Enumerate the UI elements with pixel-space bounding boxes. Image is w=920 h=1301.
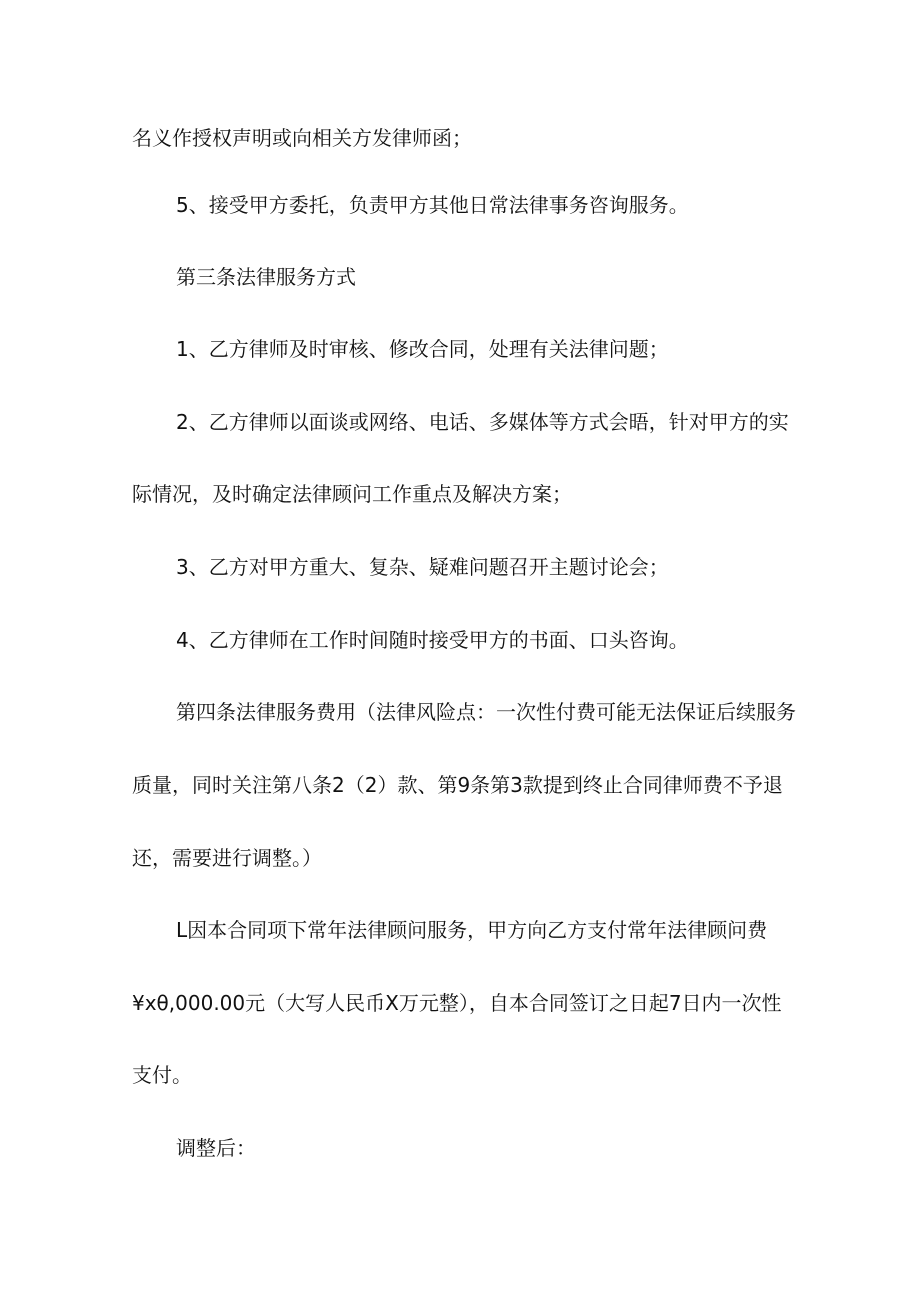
paragraph-line: ¥xθ,000.00元（大写人民币X万元整），自本合同签订之日起7日内一次性 — [132, 991, 782, 1015]
section-heading: 第三条法律服务方式 — [176, 265, 356, 289]
paragraph-line: 1、乙方律师及时审核、修改合同，处理有关法律问题； — [176, 337, 669, 361]
paragraph-line: 调整后： — [176, 1136, 256, 1160]
paragraph-line: 2、乙方律师以面谈或网络、电话、多媒体等方式会晤，针对甲方的实 — [176, 410, 789, 434]
paragraph-line: 还，需要进行调整。） — [132, 846, 322, 870]
section-heading: 第四条法律服务费用（法律风险点：一次性付费可能无法保证后续服务 — [176, 700, 796, 724]
paragraph-line: L因本合同项下常年法律顾问服务，甲方向乙方支付常年法律顾问费 — [176, 918, 768, 942]
paragraph-line: 3、乙方对甲方重大、复杂、疑难问题召开主题讨论会； — [176, 555, 669, 579]
paragraph-line: 5、接受甲方委托，负责甲方其他日常法律事务咨询服务。 — [176, 193, 689, 217]
paragraph-line: 4、乙方律师在工作时间随时接受甲方的书面、口头咨询。 — [176, 628, 689, 652]
paragraph-line: 名义作授权声明或向相关方发律师函； — [132, 126, 472, 150]
paragraph-line: 质量，同时关注第八条2（2）款、第9条第3款提到终止合同律师费不予退 — [132, 773, 783, 797]
paragraph-line: 际情况，及时确定法律顾问工作重点及解决方案； — [132, 482, 572, 506]
paragraph-line: 支付。 — [132, 1063, 192, 1087]
